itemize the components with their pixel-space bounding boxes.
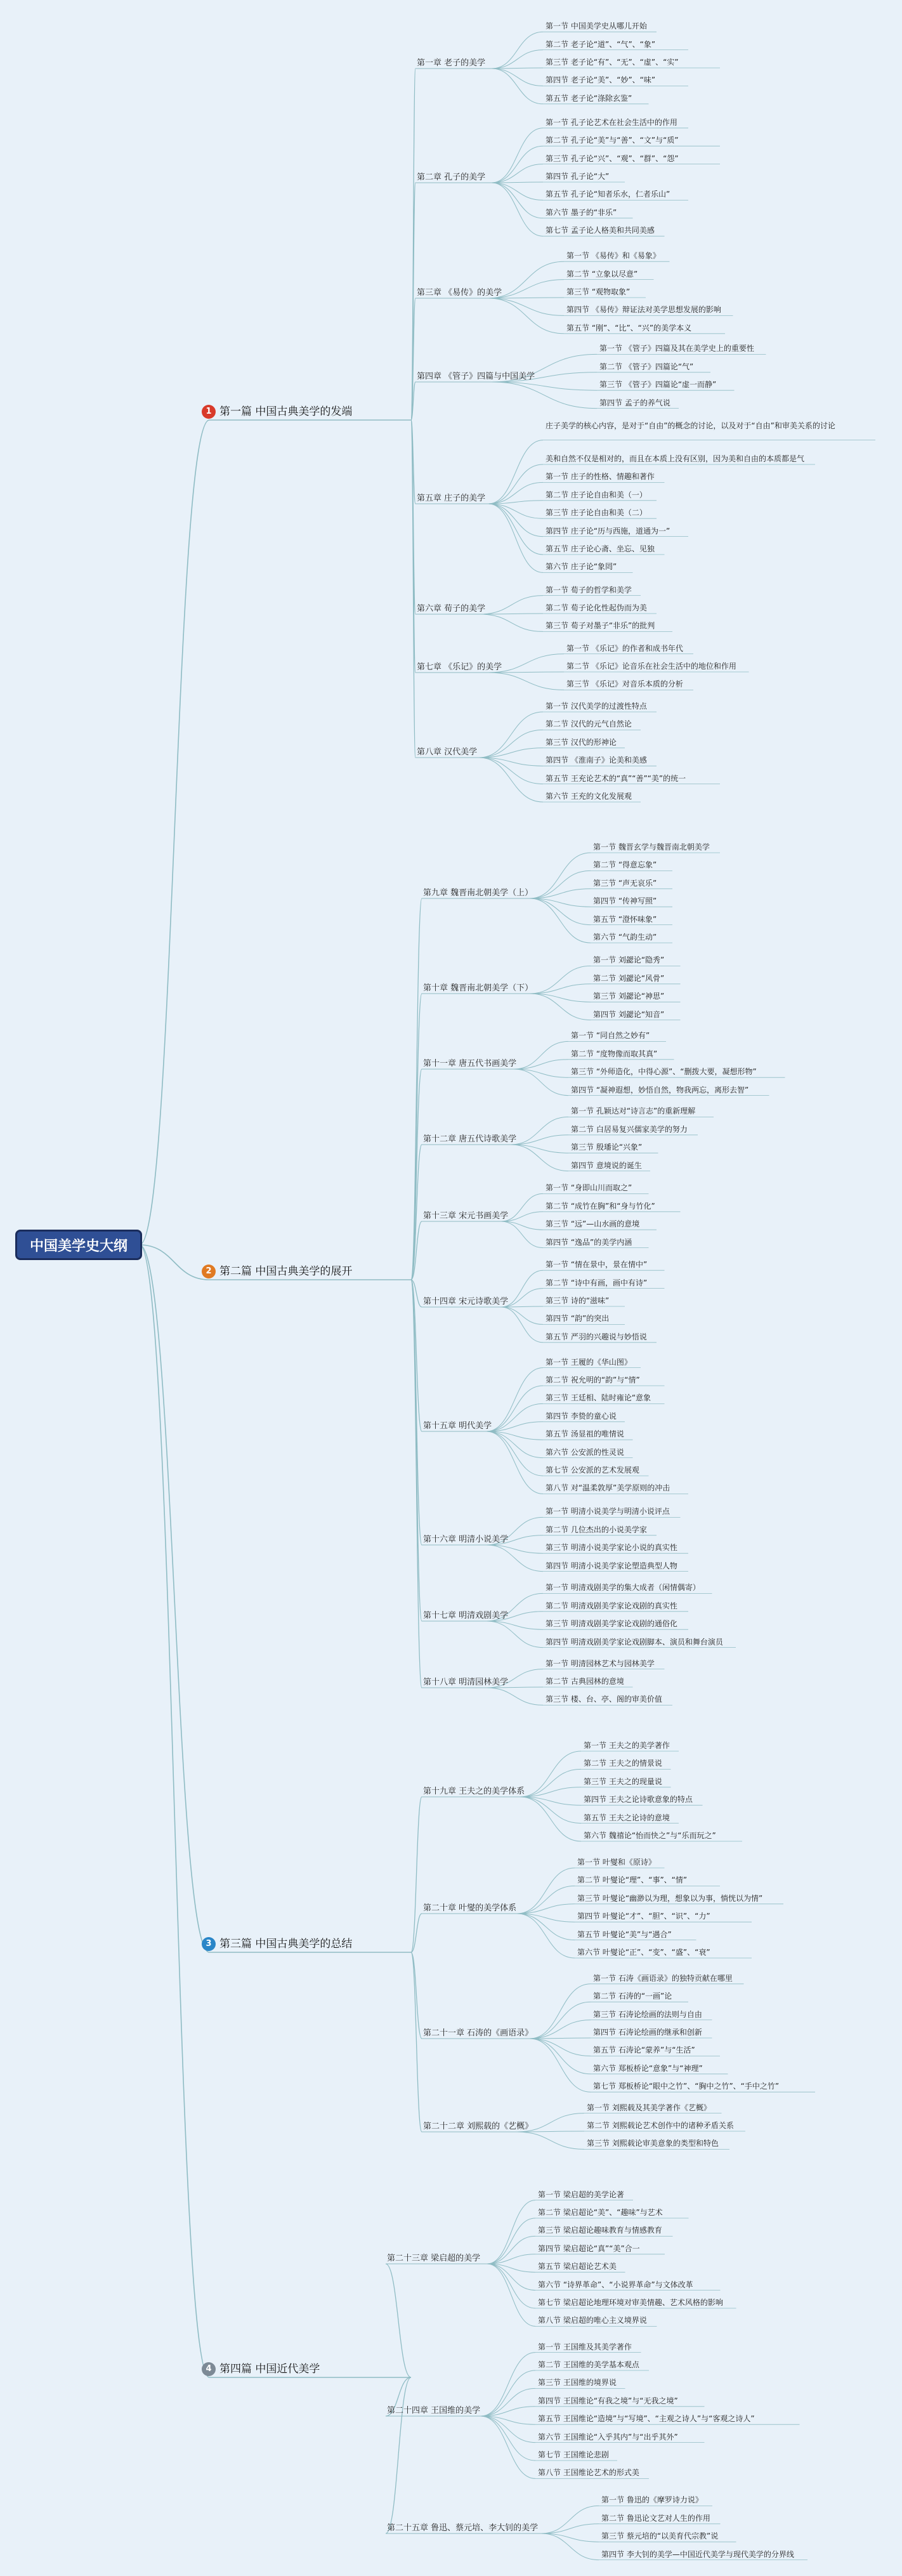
section-topic[interactable]: 第二节 古典园林的意境 xyxy=(546,1677,624,1686)
section-topic[interactable]: 第六节 庄子论“象罔” xyxy=(546,562,617,572)
chapter-topic[interactable]: 第七章 《乐记》的美学 xyxy=(417,662,502,672)
section-topic[interactable]: 第三节 老子论“有”、“无”、“虚”、“实” xyxy=(546,58,679,67)
section-topic[interactable]: 第四节 梁启超论“真”“美”合一 xyxy=(538,2244,640,2253)
chapter-topic[interactable]: 第十章 魏晋南北朝美学（下） xyxy=(423,983,533,993)
section-topic[interactable]: 第五节 庄子论心斋、坐忘、见独 xyxy=(546,544,655,553)
section-topic[interactable]: 第三节 “外师造化，中得心源”、“删拨大要，凝想形物” xyxy=(571,1067,757,1077)
connector-line xyxy=(517,1868,575,1914)
connector-line xyxy=(411,1280,422,1621)
section-topic[interactable]: 第三节 刘勰论“神思” xyxy=(593,992,665,1001)
section-topic[interactable]: 第四节 “传神写照” xyxy=(593,897,657,906)
section-topic[interactable]: 第一节 刘勰论“隐秀” xyxy=(593,956,665,965)
part-topic[interactable] xyxy=(202,1937,352,1951)
chapter-topic[interactable]: 第九章 魏晋南北朝美学（上） xyxy=(423,888,533,898)
connector-line xyxy=(520,1797,581,1841)
section-topic[interactable]: 第一节 “同自然之妙有” xyxy=(571,1031,650,1041)
connector-line xyxy=(481,2388,535,2416)
part-number-badge: 1 xyxy=(202,405,216,419)
section-topic[interactable]: 第四节 石涛论绘画的继承和创新 xyxy=(593,2028,702,2037)
connector-line xyxy=(487,1545,543,1553)
section-topic[interactable]: 第二节 汉代的元气自然论 xyxy=(546,720,632,729)
section-topic[interactable]: 第五节 王充论艺术的“真”“善”“美”的统一 xyxy=(546,773,686,783)
section-topic[interactable]: 第二节 庄子论自由和美（一） xyxy=(546,490,647,499)
chapter-topic[interactable]: 第十八章 明清园林美学 xyxy=(423,1678,509,1687)
section-topic[interactable]: 第三节 叶燮论“幽渺以为理，想象以为事，惝恍以为情” xyxy=(577,1893,763,1903)
section-topic[interactable]: 庄子美学的核心内容，是对于“自由”的概念的讨论，以及对于“自由”和审美关系的讨论 xyxy=(546,421,835,430)
section-topic[interactable]: 第三节 蔡元培的“以美育代宗教”说 xyxy=(601,2532,719,2541)
connector-line xyxy=(411,1952,422,2039)
chapter-topic[interactable]: 第二十三章 梁启超的美学 xyxy=(387,2254,481,2263)
connector-line xyxy=(386,2264,411,2377)
connector-line xyxy=(541,2533,599,2542)
section-topic[interactable]: 第一节 “情在景中，景在情中” xyxy=(546,1260,648,1270)
section-topic[interactable]: 第三节 殷璠论“兴象” xyxy=(571,1143,643,1152)
part-topic[interactable] xyxy=(202,2362,320,2376)
chapter-topic[interactable]: 第二十五章 鲁迅、蔡元培、李大钊的美学 xyxy=(387,2523,539,2533)
section-topic[interactable]: 第二节 老子论“道”、“气”、“象” xyxy=(546,39,656,49)
section-topic[interactable]: 第一节 庄子的性格、情趣和著作 xyxy=(546,472,655,482)
chapter-topic[interactable]: 第十一章 唐五代书画美学 xyxy=(423,1059,517,1068)
section-topic[interactable]: 第四节 刘勰论“知音” xyxy=(593,1009,665,1019)
chapter-topic[interactable]: 第二十一章 石涛的《画语录》 xyxy=(423,2028,533,2038)
connector-line xyxy=(487,2264,535,2308)
connector-line xyxy=(530,898,591,943)
section-topic[interactable]: 第一节 荀子的哲学和美学 xyxy=(546,585,632,595)
connector-line xyxy=(520,1751,581,1797)
section-topic[interactable]: 第三节 “观物取象” xyxy=(566,287,631,296)
section-topic[interactable]: 第七节 公安派的艺术发展观 xyxy=(546,1466,639,1475)
connector-line xyxy=(492,146,543,183)
section-topic[interactable]: 美和自然不仅是相对的，而且在本质上没有区别，因为美和自由的本质都是气 xyxy=(546,454,805,463)
connector-line xyxy=(492,128,543,183)
connector-line xyxy=(411,1797,422,1952)
section-topic[interactable]: 第一节 明清小说美学与明清小说评点 xyxy=(546,1507,670,1516)
section-topic[interactable]: 第四节 李贽的童心说 xyxy=(546,1411,617,1421)
section-topic[interactable]: 第三节 刘熙载论审美意象的类型和特色 xyxy=(587,2139,719,2148)
section-topic[interactable]: 第三节 汉代的形神论 xyxy=(546,737,617,747)
connector-line xyxy=(514,1069,568,1077)
section-topic[interactable]: 第一节 《管子》四篇及其在美学史上的重要性 xyxy=(599,344,754,353)
section-topic[interactable]: 第五节 “澄怀味象” xyxy=(593,914,657,924)
section-topic[interactable]: 第三节 诗的“滋味” xyxy=(546,1296,610,1305)
connector-line xyxy=(511,1145,568,1153)
connector-line xyxy=(530,984,591,994)
connector-line xyxy=(140,1245,209,1952)
section-topic[interactable]: 第四节 “韵”的突出 xyxy=(546,1314,610,1324)
connector-line xyxy=(140,1245,209,2377)
connector-line xyxy=(514,1041,568,1069)
section-topic[interactable]: 第三节 石涛论绘画的法则与自由 xyxy=(593,2009,702,2019)
connector-line xyxy=(492,69,543,86)
chapter-topic[interactable]: 第四章 《管子》四篇与中国美学 xyxy=(417,372,535,381)
section-topic[interactable]: 第四节 意境说的诞生 xyxy=(571,1160,642,1170)
section-topic[interactable]: 第四节 《淮南子》论美和美感 xyxy=(546,756,647,765)
connector-line xyxy=(492,382,597,390)
chapter-topic[interactable]: 第二十二章 刘熙载的《艺概》 xyxy=(423,2122,533,2131)
connector-line xyxy=(487,1621,543,1629)
section-topic[interactable]: 第八节 对“温柔敦厚”美学原则的冲击 xyxy=(546,1483,670,1493)
root-topic[interactable]: 中国美学史大纲 xyxy=(15,1230,142,1260)
connector-line xyxy=(501,1307,543,1343)
connector-line xyxy=(488,673,564,690)
connector-line xyxy=(487,1688,543,1705)
connector-line xyxy=(530,2039,591,2074)
section-topic[interactable]: 第二节 王夫之的情景说 xyxy=(584,1759,662,1768)
section-topic[interactable]: 第五节 “刚”、“比”、“兴”的美学本义 xyxy=(566,323,692,332)
connector-line xyxy=(481,2370,535,2416)
section-topic[interactable]: 第七节 梁启超论地理环境对审美情趣、艺术风格的影响 xyxy=(538,2298,723,2307)
section-topic[interactable]: 第三节 明清戏剧美学家论戏剧的通俗化 xyxy=(546,1619,677,1629)
section-topic[interactable]: 第三节 明清小说美学家论小说的真实性 xyxy=(546,1543,677,1553)
part-number-badge: 4 xyxy=(202,2362,216,2376)
part-label: 第二篇 中国古典美学的展开 xyxy=(219,1265,353,1278)
chapter-topic[interactable]: 第十三章 宋元书画美学 xyxy=(423,1211,509,1221)
connector-line xyxy=(140,420,209,1245)
section-topic[interactable]: 第二节 明清戏剧美学家论戏剧的真实性 xyxy=(546,1601,677,1610)
section-topic[interactable]: 第一节 魏晋玄学与魏晋南北朝美学 xyxy=(593,843,710,851)
section-topic[interactable]: 第六节 “诗界革命”、“小说界革命”与文体改革 xyxy=(538,2280,693,2289)
part-label: 第四篇 中国近代美学 xyxy=(219,2363,320,2376)
section-topic[interactable]: 第六节 公安派的性灵说 xyxy=(546,1447,624,1457)
section-topic[interactable]: 第八节 王国维论艺术的形式美 xyxy=(538,2468,639,2478)
part-number-badge: 2 xyxy=(202,1265,216,1278)
section-topic[interactable]: 第二节 “得意忘象” xyxy=(593,860,657,870)
section-topic[interactable]: 第四节 叶燮论“才”、“胆”、“识”、“力” xyxy=(577,1912,710,1921)
connector-line xyxy=(530,871,591,898)
section-topic[interactable]: 第一节 孔颖达对“诗言志”的重新理解 xyxy=(571,1107,696,1116)
section-topic[interactable]: 第二节 几位杰出的小说美学家 xyxy=(546,1525,647,1534)
section-topic[interactable]: 第一节 明清园林艺术与园林美学 xyxy=(546,1659,655,1668)
section-topic[interactable]: 第四节 老子论“美”、“妙”、“味” xyxy=(546,76,656,85)
section-topic[interactable]: 第二节 王国维的美学基本观点 xyxy=(538,2360,639,2369)
section-topic[interactable]: 第一节 石涛《画语录》的独特贡献在哪里 xyxy=(593,1973,733,1983)
section-topic[interactable]: 第六节 墨子的“非乐” xyxy=(546,207,617,217)
section-topic[interactable]: 第四节 庄子论“历与西施，道通为一” xyxy=(546,526,670,536)
section-topic[interactable]: 第一节 梁启超的美学论著 xyxy=(538,2190,624,2199)
chapter-topic[interactable]: 第十六章 明清小说美学 xyxy=(423,1535,509,1544)
chapter-topic[interactable]: 第二章 孔子的美学 xyxy=(417,173,486,182)
section-topic[interactable]: 第二节 刘熙载论艺术创作中的诸种矛盾关系 xyxy=(587,2121,734,2130)
connector-line xyxy=(488,440,543,504)
section-topic[interactable]: 第八节 梁启超的唯心主义境界说 xyxy=(538,2316,647,2325)
section-topic[interactable]: 第一节 《乐记》的作者和成书年代 xyxy=(566,643,683,653)
section-topic[interactable]: 第四节 王国维论“有我之境”与“无我之境” xyxy=(538,2396,678,2405)
connector-line xyxy=(480,596,543,614)
section-topic[interactable]: 第四节 孔子论“大” xyxy=(546,172,610,181)
section-topic[interactable]: 第一节 “身即山川而取之” xyxy=(546,1183,632,1193)
section-topic[interactable]: 第七节 孟子论人格美和共同美感 xyxy=(546,226,655,235)
connector-line xyxy=(479,712,543,758)
connector-line xyxy=(480,614,543,631)
section-topic[interactable]: 第二节 孔子论“美”与“善”、“文”与“质” xyxy=(546,136,679,145)
connector-line xyxy=(487,1431,543,1476)
connector-line xyxy=(511,1135,568,1145)
connector-line xyxy=(514,1060,568,1069)
part-topic[interactable] xyxy=(202,1265,352,1278)
section-topic[interactable]: 第六节 王国维论“入乎其内”与“出乎其外” xyxy=(538,2432,678,2441)
section-topic[interactable]: 第五节 王夫之论诗的意境 xyxy=(584,1813,670,1822)
connector-line xyxy=(530,1984,591,2039)
chapter-topic[interactable]: 第十四章 宋元诗歌美学 xyxy=(423,1297,509,1306)
section-topic[interactable]: 第一节 《易传》和《易象》 xyxy=(566,251,660,261)
section-topic[interactable]: 第七节 郑板桥论“眼中之竹”、“胸中之竹”、“手中之竹” xyxy=(593,2082,780,2091)
section-topic[interactable]: 第三节 “远”—山水画的意境 xyxy=(546,1219,640,1229)
section-topic[interactable]: 第三节 孔子论“兴”、“观”、“群”、“怨” xyxy=(546,154,679,163)
connector-line xyxy=(140,1245,209,1280)
connector-line xyxy=(488,298,564,334)
section-topic[interactable]: 第六节 “气韵生动” xyxy=(593,933,657,942)
chapter-topic[interactable]: 第五章 庄子的美学 xyxy=(417,494,486,503)
chapter-topic[interactable]: 第八章 汉代美学 xyxy=(417,747,478,757)
section-topic[interactable]: 第一节 孔子论艺术在社会生活中的作用 xyxy=(546,117,677,127)
section-topic[interactable]: 第一节 王夫之的美学著作 xyxy=(584,1741,670,1750)
section-topic[interactable]: 第一节 鲁迅的《摩罗诗力说》 xyxy=(601,2495,703,2505)
part-number-badge: 3 xyxy=(202,1937,216,1951)
section-topic[interactable]: 第六节 魏禧论“怡而快之”与“乐而玩之” xyxy=(584,1831,716,1840)
connector-line xyxy=(492,183,543,200)
connector-line xyxy=(481,2416,535,2478)
connector-line xyxy=(530,853,591,898)
part-topic[interactable] xyxy=(202,405,352,419)
section-topic[interactable]: 第四节 王夫之论诗歌意象的特点 xyxy=(584,1795,693,1804)
chapter-topic[interactable]: 第一章 老子的美学 xyxy=(417,58,486,68)
part-label: 第三篇 中国古典美学的总结 xyxy=(219,1938,353,1950)
section-topic[interactable]: 第二节 鲁迅论文艺对人生的作用 xyxy=(601,2513,710,2523)
chapter-topic[interactable]: 第三章 《易传》的美学 xyxy=(417,288,502,298)
section-topic[interactable]: 第四节 孟子的养气说 xyxy=(599,398,670,407)
connector-line xyxy=(492,183,543,218)
connector-line xyxy=(520,1769,581,1797)
connector-line xyxy=(487,1386,543,1431)
connector-line xyxy=(492,50,543,69)
chapter-topic[interactable]: 第十二章 唐五代诗歌美学 xyxy=(423,1134,517,1144)
section-topic[interactable]: 第三节 《乐记》对音乐本质的分析 xyxy=(566,680,683,689)
section-topic[interactable]: 第五节 叶燮论“美”与“遇合” xyxy=(577,1929,672,1939)
connector-line xyxy=(530,2039,591,2092)
section-topic[interactable]: 第三节 王国维的境界说 xyxy=(538,2378,617,2388)
connector-line xyxy=(501,1307,543,1324)
section-topic[interactable]: 第二节 叶燮论“理”、“事”、“情” xyxy=(577,1876,688,1885)
section-topic[interactable]: 第六节 叶燮论“正”、“变”、“盛”、“衰” xyxy=(577,1948,710,1957)
connector-line xyxy=(488,464,543,504)
connector-line xyxy=(541,2524,599,2533)
connector-line xyxy=(488,504,543,572)
section-topic[interactable]: 第二节 “诗中有画，画中有诗” xyxy=(546,1278,648,1287)
connector-line xyxy=(487,1431,543,1494)
section-topic[interactable]: 第六节 王充的文化发展观 xyxy=(546,792,632,801)
connector-line xyxy=(530,966,591,994)
section-topic[interactable]: 第三节 楼、台、亭、阁的审美价值 xyxy=(546,1695,662,1704)
section-topic[interactable]: 第二节 石涛的“一画”论 xyxy=(593,1992,672,2001)
connector-line xyxy=(530,2020,591,2039)
connector-line xyxy=(481,2416,535,2461)
chapter-topic[interactable]: 第十七章 明清戏剧美学 xyxy=(423,1611,509,1620)
section-topic[interactable]: 第三节 “声无哀乐” xyxy=(593,878,657,888)
connector-line xyxy=(541,2506,599,2533)
section-topic[interactable]: 第二节 《管子》四篇论“气” xyxy=(599,362,694,371)
connector-line xyxy=(386,2377,411,2533)
section-topic[interactable]: 第一节 王国维及其美学著作 xyxy=(538,2342,632,2351)
section-topic[interactable]: 第二节 “度物像而取其真” xyxy=(571,1049,658,1058)
connector-line xyxy=(530,994,591,1002)
section-topic[interactable]: 第一节 王履的《华山图》 xyxy=(546,1357,632,1367)
section-topic[interactable]: 第三节 梁启超论趣味教育与情感教育 xyxy=(538,2226,662,2235)
connector-line xyxy=(488,504,543,537)
connector-line xyxy=(492,69,543,104)
connector-line xyxy=(517,1886,575,1914)
section-topic[interactable]: 第五节 王国维论“造境”与“写境”、“主观之诗人”与“客观之诗人” xyxy=(538,2414,755,2424)
section-topic[interactable]: 第一节 汉代美学的过渡性特点 xyxy=(546,702,647,711)
section-topic[interactable]: 第六节 郑板桥论“意象”与“神理” xyxy=(593,2063,703,2073)
chapter-topic[interactable]: 第二十四章 王国维的美学 xyxy=(387,2406,481,2415)
connector-line xyxy=(479,758,543,802)
connector-line xyxy=(411,1280,422,1688)
section-topic[interactable]: 第五节 汤显祖的唯情说 xyxy=(546,1429,624,1439)
section-topic[interactable]: 第二节 白居易复兴儒家美学的努力 xyxy=(571,1124,688,1134)
section-topic[interactable]: 第五节 严羽的兴趣说与妙悟说 xyxy=(546,1332,647,1341)
section-topic[interactable]: 第一节 叶燮和《原诗》 xyxy=(577,1858,656,1867)
connector-line xyxy=(411,1952,422,2132)
connector-line xyxy=(492,164,543,183)
section-topic[interactable]: 第二节 祝允明的“韵”与“情” xyxy=(546,1376,640,1384)
section-topic[interactable]: 第四节 明清小说美学家论塑造典型人物 xyxy=(546,1561,677,1570)
section-topic[interactable]: 第四节 “凝神遐想，妙悟自然，物我两忘，离形去智” xyxy=(571,1085,749,1094)
section-topic[interactable]: 第四节 明清戏剧美学家论戏剧脚本、演员和舞台演员 xyxy=(546,1637,723,1646)
connector-line xyxy=(411,994,422,1280)
connector-line xyxy=(492,32,543,69)
connector-line xyxy=(530,2039,591,2056)
chapter-topic[interactable]: 第十九章 王夫之的美学体系 xyxy=(423,1787,525,1796)
section-topic[interactable]: 第一节 中国美学史从哪儿开始 xyxy=(546,22,647,31)
connector-line xyxy=(517,2132,584,2149)
connector-line xyxy=(479,730,543,758)
section-topic[interactable]: 第四节 “逸品”的美学内涵 xyxy=(546,1237,632,1247)
section-topic[interactable]: 第三节 庄子论自由和美（二） xyxy=(546,508,647,518)
chapter-topic[interactable]: 第二十章 叶燮的美学体系 xyxy=(423,1903,517,1913)
section-topic[interactable]: 第七节 王国维论悲剧 xyxy=(538,2450,609,2459)
section-topic[interactable]: 第五节 石涛论“蒙养”与“生活” xyxy=(593,2046,695,2055)
section-topic[interactable]: 第二节 “成竹在胸”和“身与竹化” xyxy=(546,1201,655,1211)
section-topic[interactable]: 第三节 《管子》四篇论“虚一而静” xyxy=(599,380,717,390)
section-topic[interactable]: 第三节 荀子对墨子“非乐”的批判 xyxy=(546,621,655,631)
section-topic[interactable]: 第二节 荀子论化性起伪而为美 xyxy=(546,603,647,612)
connector-line xyxy=(492,183,543,236)
connector-line xyxy=(517,1914,575,1958)
connector-line xyxy=(487,1403,543,1431)
connector-line xyxy=(511,1117,568,1145)
section-topic[interactable]: 第五节 孔子论“知者乐水，仁者乐山” xyxy=(546,190,670,199)
chapter-topic[interactable]: 第六章 荀子的美学 xyxy=(417,604,486,614)
section-topic[interactable]: 第二节 梁启超论“美”、“趣味”与艺术 xyxy=(538,2208,663,2217)
section-topic[interactable]: 第一节 刘熙载及其美学著作《艺概》 xyxy=(587,2103,711,2112)
section-topic[interactable]: 第二节 刘勰论“风骨” xyxy=(593,973,665,983)
section-topic[interactable]: 第三节 王夫之的现量说 xyxy=(584,1777,662,1786)
section-topic[interactable]: 第三节 王廷相、陆时雍论“意象 xyxy=(546,1393,651,1403)
part-label: 第一篇 中国古典美学的发端 xyxy=(219,405,353,418)
connector-line xyxy=(487,2218,535,2264)
connector-line xyxy=(487,2264,535,2326)
section-topic[interactable]: 第五节 梁启超论艺术美 xyxy=(538,2262,617,2271)
section-topic[interactable]: 第二节 “立象以尽意” xyxy=(566,269,638,279)
section-topic[interactable]: 第四节 李大钊的美学—中国近代美学与现代美学的分界线 xyxy=(601,2549,794,2559)
section-topic[interactable]: 第五节 老子论“涤除玄鉴” xyxy=(546,93,632,103)
connector-line xyxy=(488,298,564,315)
section-topic[interactable]: 第一节 明清戏剧美学的集大成者（闲情偶寄） xyxy=(546,1583,700,1593)
chapter-topic[interactable]: 第十五章 明代美学 xyxy=(423,1421,492,1431)
section-topic[interactable]: 第四节 《易传》辩证法对美学思想发展的影响 xyxy=(566,305,721,315)
section-topic[interactable]: 第二节 《乐记》论音乐在社会生活中的地位和作用 xyxy=(566,662,736,671)
connector-line xyxy=(530,2002,591,2039)
